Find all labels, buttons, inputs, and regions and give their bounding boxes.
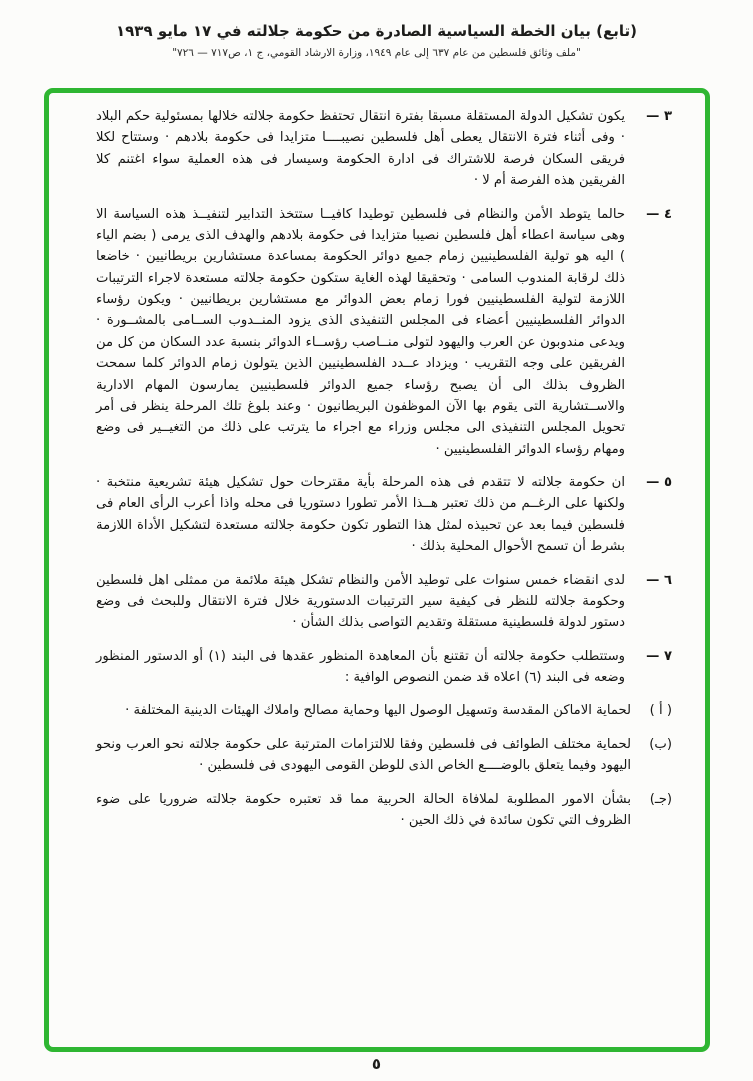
document-header xyxy=(0,0,753,59)
paragraph xyxy=(96,646,672,689)
paragraph xyxy=(96,472,672,558)
paragraph-marker: ٥ — xyxy=(646,475,672,490)
paragraph-marker: ٧ — xyxy=(646,648,672,664)
paragraph-marker: (ب) xyxy=(649,736,672,752)
page-number: ٥ xyxy=(371,1055,382,1073)
paragraph-text: لحماية الاماكن المقدسة وتسهيل الوصول اليها وحماية مصالح واملاك الهيئات الدينية المختلفة · xyxy=(125,703,631,719)
paragraph xyxy=(96,106,672,192)
paragraph-text: بشأن الامور المطلوبة لملافاة الحالة الحربية مما قد تعتبره حكومة جلالته ضروريا على ضوء الظروف التي تكون سائدة في ذلك الحين · xyxy=(96,791,631,828)
paragraph xyxy=(96,204,672,461)
paragraph xyxy=(96,700,672,721)
paragraph-text: لحماية مختلف الطوائف فى فلسطين وفقا للالتزامات المترتبة على حكومة جلالته نحو العرب ونحو اليهود وفيما يتعلق بالوضــــع الخاص الذى للوطن القومى اليهودى فى فلسطين · xyxy=(96,736,631,774)
document-title: (تابع) بيان الخطة السياسية الصادرة من حكومة جلالته في ١٧ مايو ١٩٣٩ xyxy=(116,22,637,40)
paragraph-text: لدى انقضاء خمس سنوات على توطيد الأمن والنظام تشكل هيئة ملائمة من ممثلى اهل فلسطين وحكومة جلالته للنظر فى كيفية سير الترتيبات الدستورية خلال فترة الانتقال وللبحث فى وضع دستور لدولة فلسطينية مستقلة وتقديم التواصى بذلك الشأن · xyxy=(96,572,625,631)
document-body xyxy=(52,102,702,1042)
paragraph-marker: ( أ ) xyxy=(649,703,672,719)
paragraph xyxy=(96,570,672,634)
paragraph-text: ان حكومة جلالته لا تتقدم فى هذه المرحلة بأية مقترحات حول تشكيل هيئة تشريعية منتخبة · ولكنها على الرغــم من ذلك تعتبر هــذا الأمر تطورا دستوريا فى محله واذا أعرب الرأى العام فى فلسطين فيما بعد عن تحبيذه لمثل هذا التطور تكون حكومة جلالته مستعدة لتشكيل الأداة اللازمة بشرط أن تسمح الأحوال المحلية بذلك · xyxy=(96,475,625,555)
paragraph-marker: (جـ) xyxy=(649,791,672,807)
paragraph-marker: ٤ — xyxy=(646,206,672,222)
paragraph xyxy=(96,734,672,777)
paragraph xyxy=(96,789,672,832)
paragraph-text: حالما يتوطد الأمن والنظام فى فلسطين توطيدا كافيــا ستتخذ التدابير لتنفيــذ هذه السياسة الا وهى سياسة اعطاء أهل فلسطين نصيبا متزايدا فى حكومة بلادهم والهدف الذى يرمى ( بضم الياء ) اليه هو تولية الفلسطينيين زمام جميع دوائر الحكومة بمساعدة مستشارين بريطانيين · خاضعا ذلك لرقابة المندوب السامى · وتحقيقا لهذه الغاية ستكون حكومة جلالته مستعدة لاجراء الترتيبات اللازمة لتولية الفلسطينيين فورا زمام بعض الدوائر مع مستشارين بريطانيين · ويكون رؤساء الدوائر الفلسطينيين أعضاء فى المجلس التنفيذى الذى يزود المنــدوب الســامى بالمشــورة · ويدعى مندوبون عن العرب واليهود لتولى منــاصب رؤســاء الدوائر بنسبة عدد السكان من كل من الفريقين على وجه التقريب · ويزداد عــدد الفلسطينيين الذين يتولون زمام الدوائر كلما سمحت الظروف بذلك الى أن يصبح رؤساء جميع الدوائر فلسطينيين يمارسون المهام الادارية والاســتشارية التى يقوم بها الآن الموظفون البريطانيون · وعند بلوغ تلك المرحلة ينظر فى أمر تحويل المجلس التنفيذى الى مجلس وزراء مع اجراء ما يترتب على ذلك من التغيــير فى وضع ومهام رؤساء الدوائر الفلسطينيين · xyxy=(96,206,625,457)
document-source-line: "ملف وثائق فلسطين من عام ٦٣٧ إلى عام ١٩٤٩، وزارة الارشاد القومي، ج ١، ص٧١٧ — ٧٢٦" xyxy=(172,47,581,59)
paragraph-text: يكون تشكيل الدولة المستقلة مسبقا بفترة انتقال تحتفظ حكومة جلالته خلالها بمسئولية حكم البلاد · وفى أثناء فترة الانتقال يعطى أهل فلسطين نصيبــــا متزايدا فى حكومة بلادهم · وستتاح لكلا فريقى السكان فرصة للاشتراك فى ادارة الحكومة وسيسار فى هذه العملية سواء اغتنم كلا الفريقين هذه الفرصة أم لا · xyxy=(96,109,625,189)
paragraph-text: وستتطلب حكومة جلالته أن تقتنع بأن المعاهدة المنظور عقدها فى البند (١) أو الدستور المنظور وضعه فى البند (٦) اعلاه قد ضمن النصوص الوافية : xyxy=(96,648,625,685)
paragraph-marker: ٣ — xyxy=(646,109,672,124)
paragraph-marker: ٦ — xyxy=(646,572,672,588)
